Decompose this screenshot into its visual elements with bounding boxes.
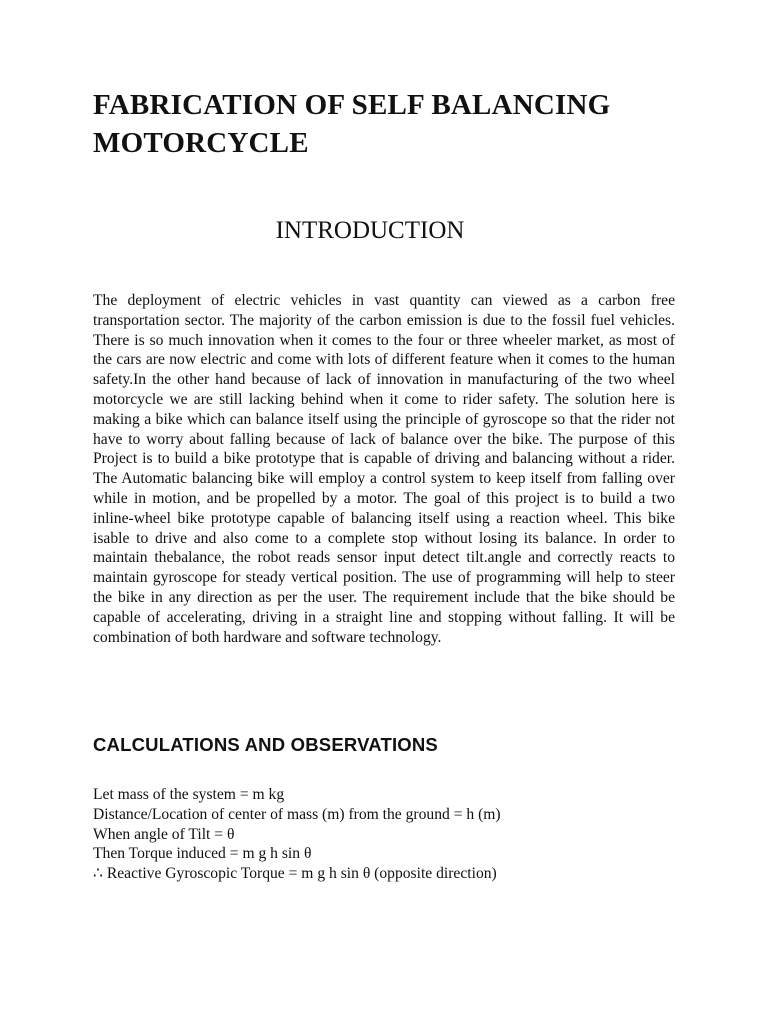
document-title: FABRICATION OF SELF BALANCING MOTORCYCLE [93, 89, 611, 159]
calculation-line-center-of-mass: Distance/Location of center of mass (m) from the ground = h (m) [93, 805, 501, 823]
introduction-paragraph: The deployment of electric vehicles in vast quantity can viewed as a carbon free transportation sector. The majority of the carbon emission is due to the fossil fuel vehicles. There is so much innovation when it comes to the four or three wheeler market, as most of the cars are now electric and come with lots of different feature when it comes to the human safety.In the other hand because of lack of innovation in manufacturing of the two wheel motorcycle we are still lacking behind when it come to rider safety. The solution here is making a bike which can balance itself using the principle of gyroscope so that the rider not have to worry about falling because of lack of balance over the bike. The purpose of this Project is to build a bike prototype that is capable of driving and balancing without a rider. The Automatic balancing bike will employ a control system to keep itself from falling over while in motion, and be propelled by a motor. The goal of this project is to build a two inline-wheel bike prototype capable of balancing itself using a reaction wheel. This bike isable to drive and also come to a complete stop without losing its balance. In order to maintain thebalance, the robot reads sensor input detect tilt.angle and correctly reacts to maintain gyroscope for steady vertical position. The use of programming will help to steer the bike in any direction as per the user. The requirement include that the bike should be capable of accelerating, driving in a straight line and stopping without falling. It will be combination of both hardware and software technology. [93, 292, 675, 646]
calculation-lines [93, 785, 523, 884]
introduction-heading: INTRODUCTION [275, 217, 465, 244]
calculation-line-tilt-angle: When angle of Tilt = θ [93, 825, 235, 843]
calculation-line-torque: Then Torque induced = m g h sin θ [93, 845, 312, 863]
calculation-line-mass: Let mass of the system = m kg [93, 786, 285, 803]
calculation-line-reactive-torque: ∴ Reactive Gyroscopic Torque = m g h sin θ (opposite direction) [93, 865, 497, 883]
calculations-heading: CALCULATIONS AND OBSERVATIONS [93, 734, 438, 755]
